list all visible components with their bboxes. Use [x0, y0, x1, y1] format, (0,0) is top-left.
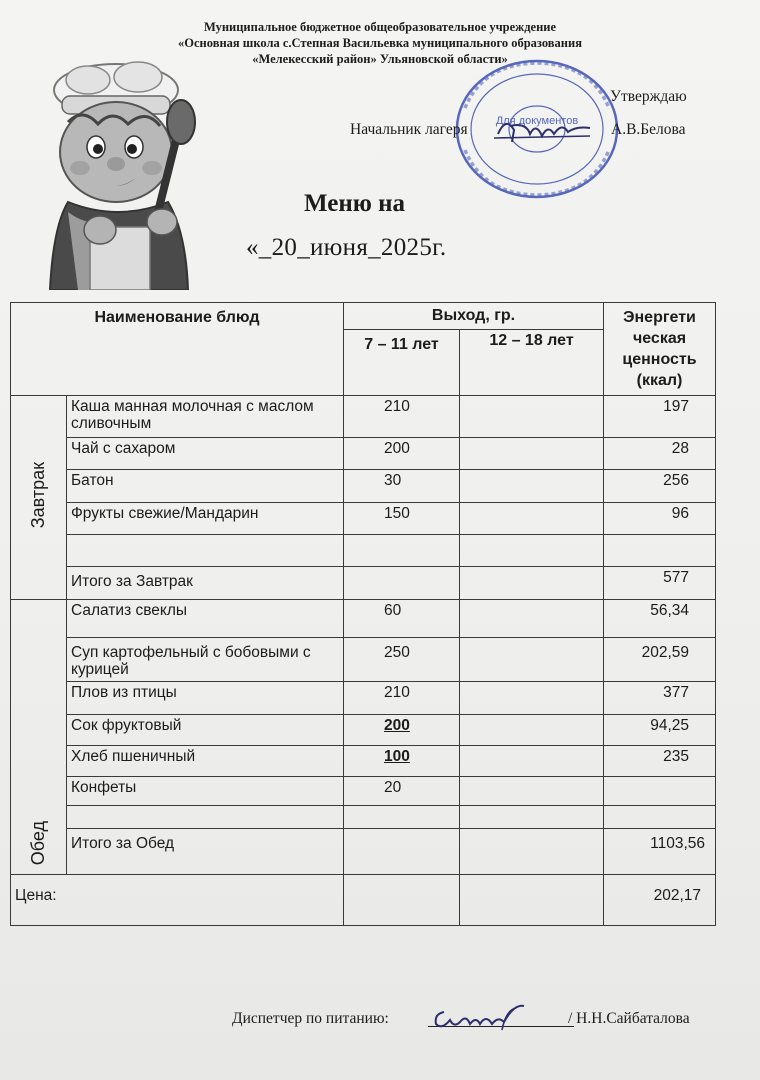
lunch-total-energy: 1103,56 — [604, 829, 716, 875]
table-row — [11, 715, 716, 746]
energy-value: 94,25 — [604, 715, 716, 746]
dish-name — [67, 535, 344, 567]
energy-header: Энергети ческая ценность (ккал) — [604, 303, 716, 396]
breakfast-total-label: Итого за Завтрак — [67, 567, 344, 600]
output-12-18 — [460, 806, 604, 829]
energy-value: 28 — [604, 438, 716, 470]
energy-value: 202,59 — [604, 638, 716, 682]
breakfast-label: Завтрак — [11, 396, 67, 600]
energy-value: 56,34 — [604, 600, 716, 638]
camp-chief-name: А.В.Белова — [611, 121, 686, 138]
energy-value: 235 — [604, 746, 716, 777]
dish-name: Фрукты свежие/Мандарин — [67, 503, 344, 535]
output-7-11: 150 — [344, 503, 460, 535]
energy-value: 377 — [604, 682, 716, 715]
dish-name: Конфеты — [67, 777, 344, 806]
output-12-18 — [460, 746, 604, 777]
energy-value: 96 — [604, 503, 716, 535]
output-12-18 — [460, 715, 604, 746]
dish-name — [67, 806, 344, 829]
price-row — [11, 875, 716, 926]
table-row-empty — [11, 806, 716, 829]
breakfast-total-row — [11, 567, 716, 600]
output-12-18 — [460, 638, 604, 682]
breakfast-total-energy: 577 — [604, 567, 716, 600]
energy-value — [604, 777, 716, 806]
dish-name: Хлеб пшеничный — [67, 746, 344, 777]
output-12-18 — [460, 777, 604, 806]
energy-value: 256 — [604, 470, 716, 503]
output-7-11: 30 — [344, 470, 460, 503]
output-7-11: 210 — [344, 682, 460, 715]
table-row — [11, 638, 716, 682]
org-name-line-2: «Основная школа с.Степная Васильевка муниципального образования — [178, 36, 582, 50]
dish-name: Плов из птицы — [67, 682, 344, 715]
output-header: Выход, гр. — [344, 303, 604, 330]
lunch-total-label: Итого за Обед — [67, 829, 344, 875]
org-name-line-3: «Мелекесский район» Ульяновской области» — [252, 52, 508, 66]
approval-word: Утверждаю — [610, 88, 687, 105]
table-row — [11, 682, 716, 715]
output-7-11: 20 — [344, 777, 460, 806]
org-name-line-1: Муниципальное бюджетное общеобразовательное учреждение — [203, 20, 557, 34]
dish-name: Суп картофельный с бобовыми с курицей — [67, 638, 344, 682]
stamp-text: Для документов — [495, 115, 579, 127]
table-row — [11, 438, 716, 470]
dish-name: Батон — [67, 470, 344, 503]
table-row — [11, 470, 716, 503]
output-7-11 — [344, 535, 460, 567]
dispatcher-name: / Н.Н.Сайбаталова — [568, 1010, 690, 1027]
table-row — [11, 503, 716, 535]
dish-name: Чай с сахаром — [67, 438, 344, 470]
output-12-18 — [460, 600, 604, 638]
output-12-18 — [460, 503, 604, 535]
output-12-18 — [460, 682, 604, 715]
output-12-18 — [460, 396, 604, 438]
age-7-11-header: 7 – 11 лет — [344, 330, 460, 396]
lunch-label: Обед — [11, 600, 67, 875]
output-7-11: 100 — [344, 746, 460, 777]
menu-title: Меню на — [304, 190, 406, 217]
table-row — [11, 746, 716, 777]
energy-value — [604, 806, 716, 829]
output-7-11: 250 — [344, 638, 460, 682]
dish-name: Каша манная молочная с маслом сливочным — [67, 396, 344, 438]
output-12-18 — [460, 535, 604, 567]
output-7-11: 200 — [344, 438, 460, 470]
energy-value: 197 — [604, 396, 716, 438]
lunch-total-row — [11, 829, 716, 875]
chief-signature — [492, 112, 592, 148]
output-12-18 — [460, 438, 604, 470]
price-label: Цена: — [11, 875, 344, 926]
age-12-18-header: 12 – 18 лет — [460, 330, 604, 396]
dish-name: Салатиз свеклы — [67, 600, 344, 638]
dish-name: Сок фруктовый — [67, 715, 344, 746]
output-7-11: 60 — [344, 600, 460, 638]
table-row — [11, 396, 716, 438]
table-row — [11, 600, 716, 638]
table-row — [11, 777, 716, 806]
chef-mascot-illustration — [28, 52, 213, 290]
output-7-11 — [344, 806, 460, 829]
table-row-empty — [11, 535, 716, 567]
dish-name-header: Наименование блюд — [11, 303, 344, 396]
output-7-11: 200 — [344, 715, 460, 746]
output-7-11: 210 — [344, 396, 460, 438]
dispatcher-label: Диспетчер по питанию: — [232, 1010, 389, 1027]
menu-table — [10, 302, 716, 926]
menu-date: «_20_июня_2025г. — [246, 234, 447, 261]
price-value: 202,17 — [604, 875, 716, 926]
output-12-18 — [460, 470, 604, 503]
energy-value — [604, 535, 716, 567]
camp-chief-label: Начальник лагеря — [350, 121, 468, 138]
dispatcher-signature — [430, 1000, 540, 1034]
